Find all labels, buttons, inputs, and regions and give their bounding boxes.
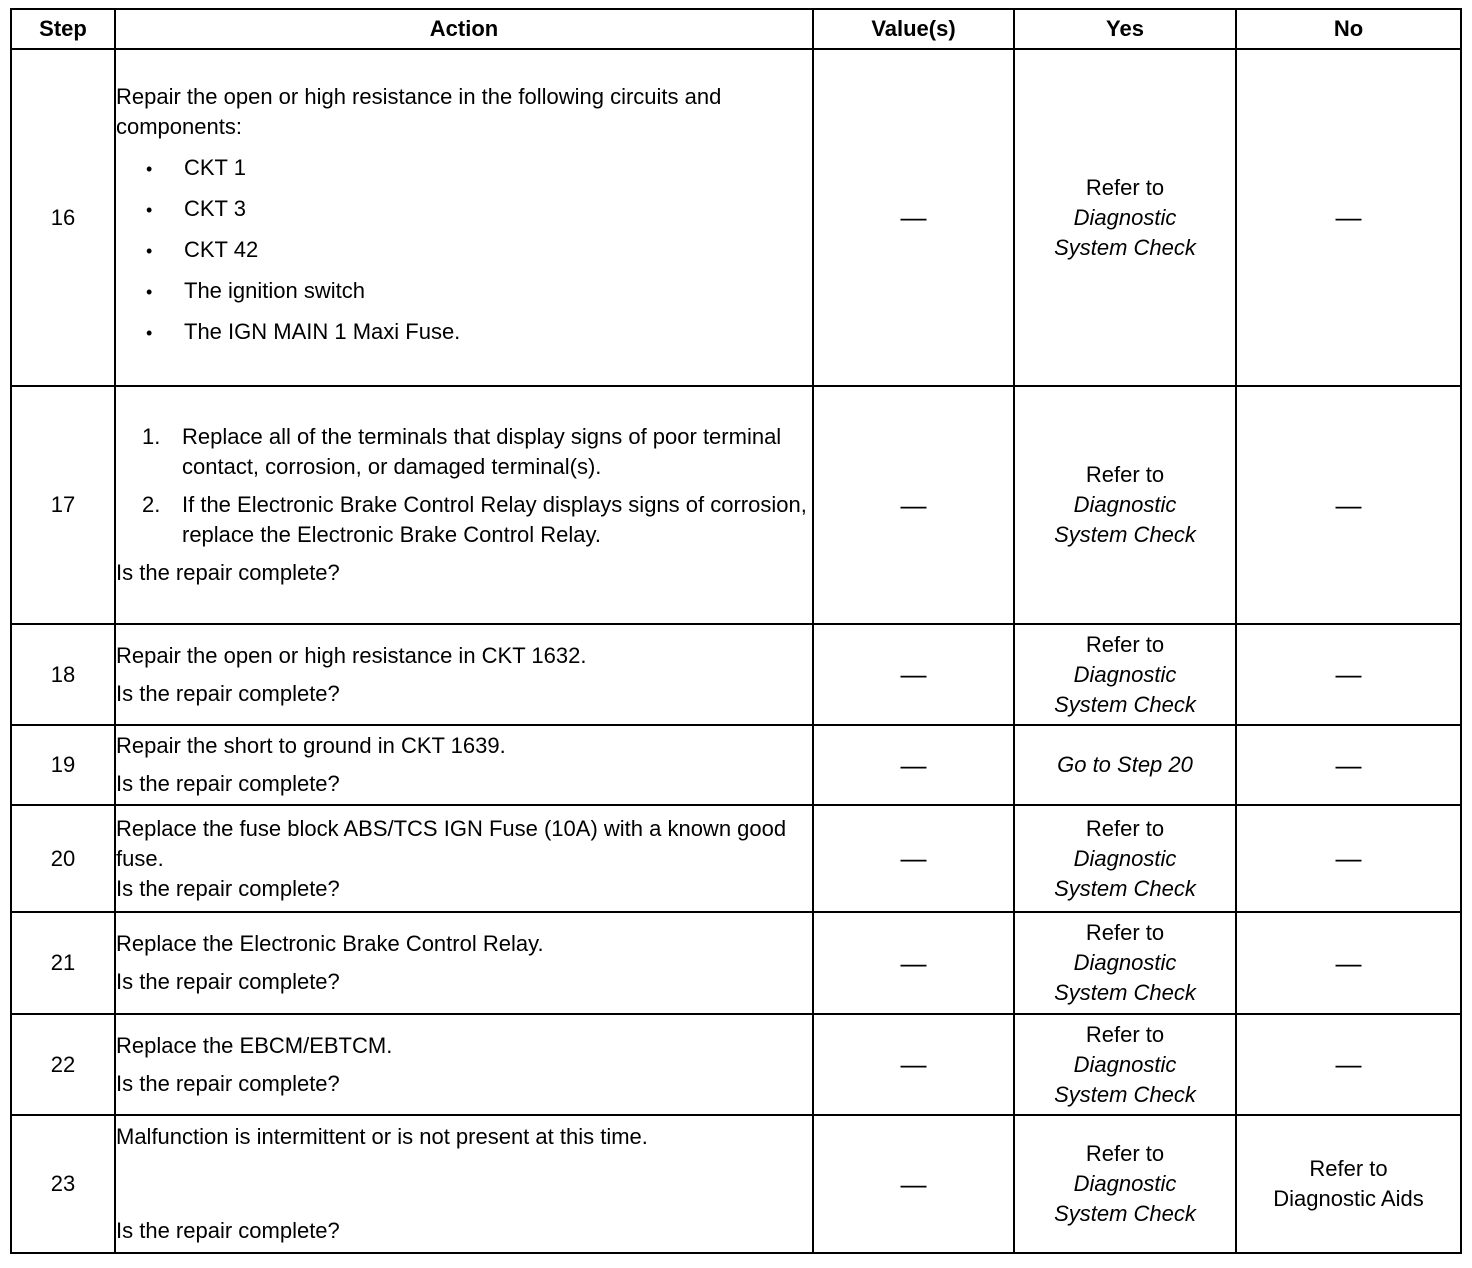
action-text: Repair the open or high resistance in the following circuits and components:: [116, 84, 722, 139]
action-cell: [115, 725, 813, 805]
table-row: [11, 386, 1461, 624]
bullet-list: [116, 148, 812, 353]
question-text: Is the repair complete?: [116, 560, 340, 585]
header-values: Value(s): [813, 9, 1014, 49]
no-cell: —: [1236, 725, 1461, 805]
step-number: 17: [11, 386, 115, 624]
bullet-icon: •: [146, 282, 153, 302]
yes-cell: Refer to Diagnostic System Check: [1014, 386, 1236, 624]
yes-cell: Go to Step 20: [1014, 725, 1236, 805]
bullet-icon: •: [146, 323, 153, 343]
action-cell: [115, 386, 813, 624]
question-text: Is the repair complete?: [116, 1070, 340, 1096]
list-item: • CKT 1: [146, 148, 812, 189]
diagnostic-table: [10, 8, 1462, 1254]
no-cell: —: [1236, 912, 1461, 1014]
step-number: 16: [11, 49, 115, 386]
no-cell: —: [1236, 624, 1461, 725]
action-text: Replace the Electronic Brake Control Relay.: [116, 931, 544, 956]
action-cell: [115, 1115, 813, 1253]
no-cell: —: [1236, 386, 1461, 624]
action-cell: [115, 912, 813, 1014]
question-text: Is the repair complete?: [116, 680, 340, 706]
table-row: [11, 1115, 1461, 1253]
question-text: Is the repair complete?: [116, 969, 340, 994]
step-number: 22: [11, 1014, 115, 1115]
action-text: Malfunction is intermittent or is not present at this time.: [116, 1124, 648, 1149]
yes-cell: Refer to Diagnostic System Check: [1014, 49, 1236, 386]
header-yes: Yes: [1014, 9, 1236, 49]
table-row: [11, 1014, 1461, 1115]
list-item: • The IGN MAIN 1 Maxi Fuse.: [146, 312, 812, 353]
values-cell: —: [813, 624, 1014, 725]
no-cell: —: [1236, 1014, 1461, 1115]
step-number: 23: [11, 1115, 115, 1253]
list-item: • The ignition switch: [146, 271, 812, 312]
values-cell: —: [813, 49, 1014, 386]
step-number: 20: [11, 805, 115, 912]
no-cell: —: [1236, 805, 1461, 912]
table-row: [11, 49, 1461, 386]
values-cell: —: [813, 725, 1014, 805]
question-text: Is the repair complete?: [116, 875, 340, 901]
values-cell: —: [813, 912, 1014, 1014]
table-row: [11, 624, 1461, 725]
list-item: • CKT 3: [146, 189, 812, 230]
action-text: Repair the open or high resistance in CKT 1632.: [116, 642, 587, 668]
step-number: 21: [11, 912, 115, 1014]
list-item: 1. Replace all of the terminals that display signs of poor terminal contact, corrosion, or damaged terminal(s).: [142, 424, 782, 479]
yes-cell: Refer to Diagnostic System Check: [1014, 1014, 1236, 1115]
header-step: Step: [11, 9, 115, 49]
step-number: 18: [11, 624, 115, 725]
header-row: [11, 9, 1461, 49]
action-text: Replace the fuse block ABS/TCS IGN Fuse (10A) with a known good fuse.: [116, 815, 787, 871]
action-cell: [115, 1014, 813, 1115]
table-row: [11, 805, 1461, 912]
values-cell: —: [813, 1115, 1014, 1253]
header-no: No: [1236, 9, 1461, 49]
action-cell: [115, 805, 813, 912]
numbered-list: [116, 422, 812, 550]
bullet-icon: •: [146, 200, 153, 220]
bullet-icon: •: [146, 241, 153, 261]
action-text: Replace the EBCM/EBTCM.: [116, 1032, 393, 1058]
list-item: 2. If the Electronic Brake Control Relay displays signs of corrosion, replace the Electronic Brake Control Relay.: [142, 492, 807, 547]
yes-cell: Refer to Diagnostic System Check: [1014, 912, 1236, 1014]
values-cell: —: [813, 1014, 1014, 1115]
table-row: [11, 912, 1461, 1014]
yes-cell: Refer to Diagnostic System Check: [1014, 1115, 1236, 1253]
header-action: Action: [115, 9, 813, 49]
action-text: Repair the short to ground in CKT 1639.: [116, 733, 506, 758]
step-number: 19: [11, 725, 115, 805]
action-cell: [115, 624, 813, 725]
table-row: [11, 725, 1461, 805]
list-item: • CKT 42: [146, 230, 812, 271]
no-cell: —: [1236, 49, 1461, 386]
values-cell: —: [813, 386, 1014, 624]
question-text: Is the repair complete?: [116, 771, 340, 796]
yes-cell: Refer to Diagnostic System Check: [1014, 624, 1236, 725]
bullet-icon: •: [146, 159, 153, 179]
yes-cell: Refer to Diagnostic System Check: [1014, 805, 1236, 912]
question-text: Is the repair complete?: [116, 1218, 340, 1243]
no-cell: Refer to Diagnostic Aids: [1236, 1115, 1461, 1253]
values-cell: —: [813, 805, 1014, 912]
action-cell: [115, 49, 813, 386]
